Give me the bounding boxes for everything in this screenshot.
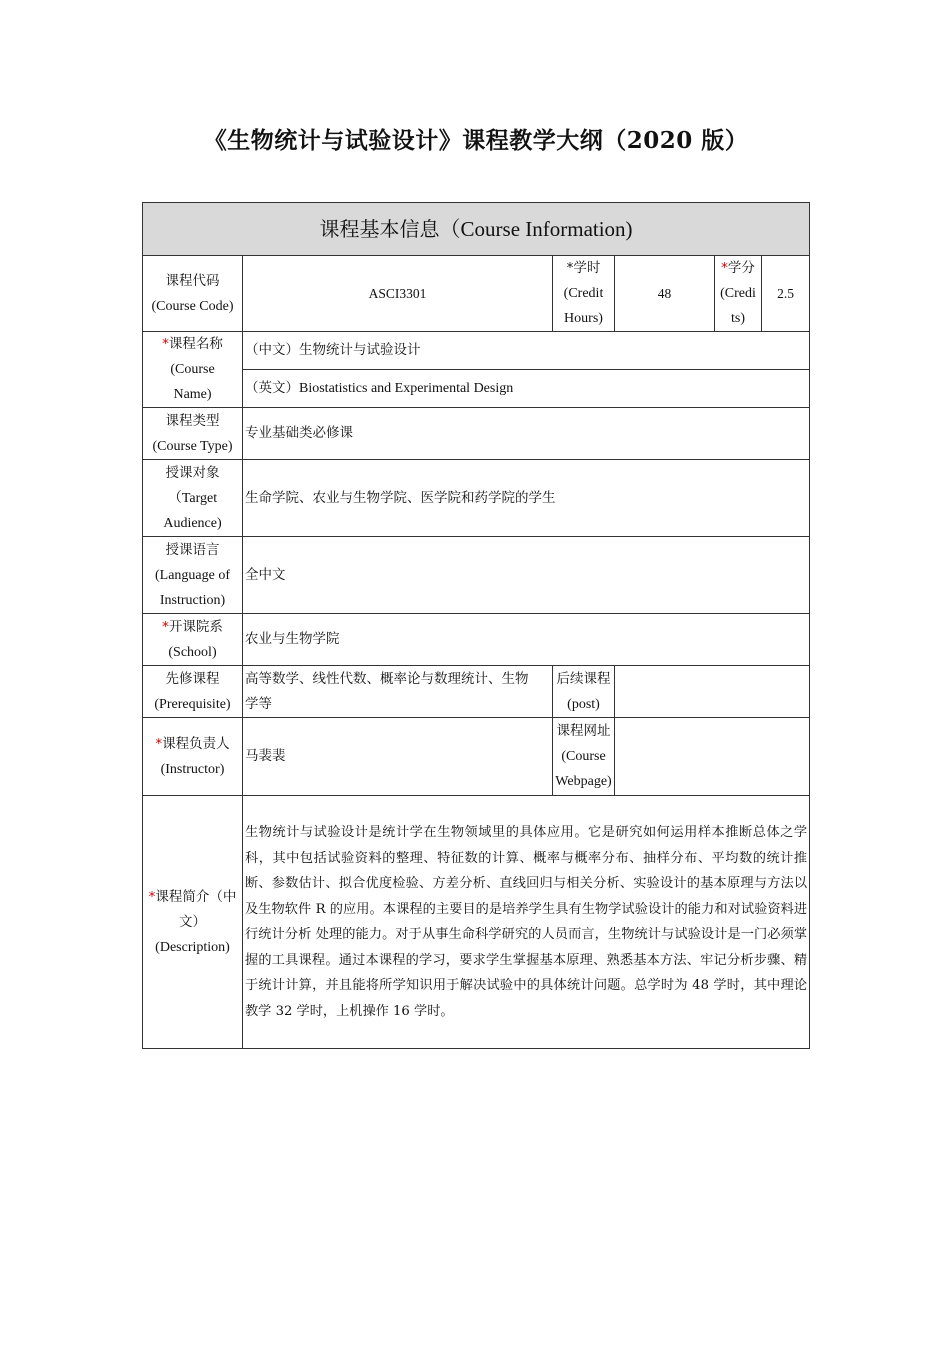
post-label: 后续课程 (post) [553, 666, 615, 718]
course-name-en: （英文）Biostatistics and Experimental Design [243, 370, 810, 408]
target-audience-value: 生命学院、农业与生物学院、医学院和药学院的学生 [243, 460, 810, 537]
language-label: 授课语言 (Language of Instruction) [143, 537, 243, 614]
course-code-value: ASCI3301 [243, 256, 553, 332]
header-zh: 课程基本信息 [319, 216, 440, 241]
prerequisite-label: 先修课程 (Prerequisite) [143, 666, 243, 718]
credits-label: *学分 (Credi ts) [715, 256, 762, 332]
webpage-label: 课程网址 (Course Webpage) [553, 718, 615, 796]
document-title: 《生物统计与试验设计》课程教学大纲（2020 版） [203, 127, 749, 154]
school-label: *开课院系 (School) [143, 614, 243, 666]
instructor-label: *课程负责人 (Instructor) [143, 718, 243, 796]
header-en: （Course Information) [439, 216, 633, 241]
description-label: *课程简介（中 文） (Description) [143, 796, 243, 1049]
credit-hours-value: 48 [615, 256, 715, 332]
target-audience-label: 授课对象 （Target Audience) [143, 460, 243, 537]
course-type-value: 专业基础类必修课 [243, 408, 810, 460]
course-type-label: 课程类型 (Course Type) [143, 408, 243, 460]
webpage-value [615, 718, 810, 796]
language-value: 全中文 [243, 537, 810, 614]
school-value: 农业与生物学院 [243, 614, 810, 666]
credit-hours-label: *学时 (Credit Hours) [553, 256, 615, 332]
credits-value: 2.5 [762, 256, 810, 332]
course-code-label: 课程代码 (Course Code) [143, 256, 243, 332]
course-info-table [142, 202, 810, 1049]
table-header [143, 203, 810, 256]
instructor-value: 马裴裴 [243, 718, 553, 796]
description-value: 生物统计与试验设计是统计学在生物领域里的具体应用。它是研究如何运用样本推断总体之学科，其中包括试验资料的整理、特征数的计算、概率与概率分布、抽样分布、平均数的统计推断、参数估计、拟合优度检验、方差分析、直线回归与相关分析、实验设计的基本原理与方法以及生物软件 R 的应用。本课程的主要目的是培养学生具有生物学试验设计的能力和对试验资料进行统计分析 处理的能力。对于从事生命科学研究的人员而言，生物统计与试验设计是一门必须掌握的工具课程。通过本课程的学习，要求学生掌握基本原理、熟悉基本方法、牢记分析步骤、精于统计计算，并且能将所学知识用于解决试验中的具体统计问题。总学时为 48 学时，其中理论教学 32 学时，上机操作 16 学时。 [243, 796, 810, 1049]
prerequisite-value: 高等数学、线性代数、概率论与数理统计、生物 学等 [243, 666, 553, 718]
post-value [615, 666, 810, 718]
course-name-zh: （中文）生物统计与试验设计 [243, 332, 810, 370]
course-name-label: *课程名称 (Course Name) [143, 332, 243, 408]
